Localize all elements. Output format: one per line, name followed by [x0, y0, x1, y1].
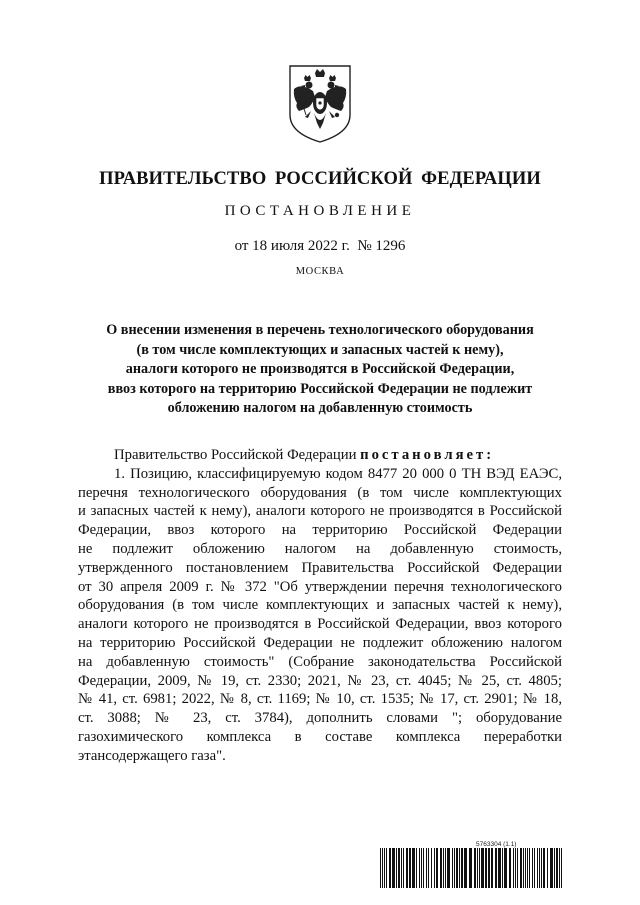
- barcode-bar: [485, 848, 487, 888]
- barcode-bar: [481, 848, 484, 888]
- barcode-bar: [389, 848, 391, 888]
- barcode-bar: [537, 848, 538, 888]
- document-date-number: от 18 июля 2022 г. № 1296: [234, 238, 406, 254]
- barcode-bar: [479, 848, 480, 888]
- barcode-bar: [452, 848, 453, 888]
- body-line: и запасных частей к нему), аналоги которого не производятся в Российской: [78, 503, 562, 520]
- barcode-bar: [543, 848, 545, 888]
- barcode-bar: [443, 848, 444, 888]
- barcode-bar: [554, 848, 555, 888]
- barcode-bar: [409, 848, 411, 888]
- barcode-bar: [559, 848, 560, 888]
- barcode-bar: [412, 848, 415, 888]
- barcode-bar: [517, 848, 518, 888]
- barcode-bar: [488, 848, 490, 888]
- barcode-bar: [498, 848, 501, 888]
- barcode-block: [380, 841, 563, 888]
- body-line: утвержденного постановлением Правительства Российской Федерации: [78, 559, 562, 576]
- barcode-bar: [403, 848, 404, 888]
- body-line: № 41, ст. 6981; 2022, № 8, ст. 1169; № 10, ст. 1535; № 17, ст. 2901; № 18,: [78, 691, 562, 708]
- body-line: газохимического комплекса в составе комплекса переработки: [78, 728, 562, 745]
- barcode-bar: [456, 848, 458, 888]
- barcode-bar: [539, 848, 540, 888]
- body-line: на территорию Российской Федерации не подлежит обложению налогом: [78, 634, 562, 651]
- subject-line: О внесении изменения в перечень технологического оборудования: [106, 322, 534, 338]
- body-line: на добавленную стоимость" (Собрание законодательства Российской: [78, 653, 562, 670]
- barcode-bar: [419, 848, 420, 888]
- barcode-bar: [398, 848, 400, 888]
- barcode-bar: [556, 848, 558, 888]
- barcode-bar: [477, 848, 478, 888]
- barcode-bar: [423, 848, 424, 888]
- body-line: Федерации, 2009, № 19, ст. 2330; 2021, № 23, ст. 4045; № 25, ст. 4805;: [78, 672, 562, 689]
- barcode-bar: [509, 848, 511, 888]
- barcode-number: 5763304 (1.1): [476, 841, 517, 848]
- barcode-bar: [504, 848, 507, 888]
- barcode-bar: [464, 848, 467, 888]
- barcode-bar: [384, 848, 385, 888]
- barcode-bar: [421, 848, 422, 888]
- barcode-bar: [396, 848, 397, 888]
- barcode-bar: [436, 848, 438, 888]
- subject-line: (в том числе комплектующих и запасных частей к нему),: [136, 341, 504, 358]
- barcode-bar: [520, 848, 522, 888]
- barcode-bar: [495, 848, 497, 888]
- barcode-bar: [474, 848, 476, 888]
- document-body: [78, 446, 562, 766]
- barcode-bar: [469, 848, 472, 888]
- body-line: не подлежит обложению налогом на добавленную стоимость,: [78, 540, 562, 557]
- barcode-bar: [459, 848, 460, 888]
- barcode-bar: [386, 848, 387, 888]
- body-intro: Правительство Российской Федерации: [114, 447, 357, 463]
- document-city: МОСКВА: [295, 266, 345, 277]
- barcode-bar: [527, 848, 528, 888]
- barcode-bar: [534, 848, 535, 888]
- barcode-bar: [547, 848, 548, 888]
- barcode-bar: [529, 848, 530, 888]
- body-line: перечня технологического оборудования (в том числе комплектующих: [78, 484, 562, 501]
- double-headed-eagle-emblem-icon: [287, 63, 353, 145]
- barcode-bar: [445, 848, 446, 888]
- body-line: аналоги которого не производятся в Российской Федерации, ввоз которого: [78, 616, 562, 633]
- body-intro-line: [78, 446, 562, 465]
- barcode-bar: [532, 848, 533, 888]
- document-type: ПОСТАНОВЛЕНИЕ: [224, 203, 416, 219]
- barcode-bar: [561, 848, 562, 888]
- government-title: ПРАВИТЕЛЬСТВО РОССИЙСКОЙ ФЕДЕРАЦИИ: [99, 169, 541, 189]
- barcode-bar: [541, 848, 542, 888]
- barcode-bar: [380, 848, 381, 888]
- body-line: этансодержащего газа".: [78, 747, 226, 764]
- barcode-bar: [525, 848, 526, 888]
- barcode-bar: [515, 848, 516, 888]
- body-line: Федерации, ввоз которого на территорию Российской Федерации: [78, 522, 562, 539]
- barcode-bar: [392, 848, 395, 888]
- barcode-bar: [382, 848, 383, 888]
- subject-line: обложению налогом на добавленную стоимость: [167, 400, 473, 416]
- barcode-bar: [502, 848, 503, 888]
- barcode-bar: [523, 848, 524, 888]
- barcode-bar: [428, 848, 429, 888]
- barcode-bar: [426, 848, 427, 888]
- document-subject: [60, 321, 580, 419]
- subject-line: аналоги которого не производятся в Российской Федерации,: [125, 361, 515, 377]
- barcode-bar: [454, 848, 455, 888]
- barcode-bar: [440, 848, 442, 888]
- barcode-bar: [431, 848, 432, 888]
- barcode-bar: [401, 848, 402, 888]
- barcode-icon: [380, 848, 563, 888]
- barcode-bar: [434, 848, 435, 888]
- barcode-bar: [513, 848, 514, 888]
- barcode-bar: [461, 848, 463, 888]
- subject-line: ввоз которого на территорию Российской Федерации не подлежит: [107, 380, 533, 397]
- barcode-bar: [550, 848, 553, 888]
- body-line: от 30 апреля 2009 г. № 372 "Об утверждении перечня технологического: [78, 578, 562, 595]
- body-line: оборудования (в том числе комплектующих и запасных частей к нему),: [78, 597, 562, 614]
- body-line: ст. 3088; № 23, ст. 3784), дополнить словами "; оборудование: [78, 710, 562, 727]
- barcode-bar: [416, 848, 417, 888]
- barcode-bar: [447, 848, 450, 888]
- body-line: 1. Позицию, классифицируемую кодом 8477 20 000 0 ТН ВЭД ЕАЭС,: [114, 465, 562, 482]
- body-intro-emphasis: постановляет:: [360, 447, 495, 463]
- barcode-bar: [406, 848, 408, 888]
- barcode-bar: [491, 848, 493, 888]
